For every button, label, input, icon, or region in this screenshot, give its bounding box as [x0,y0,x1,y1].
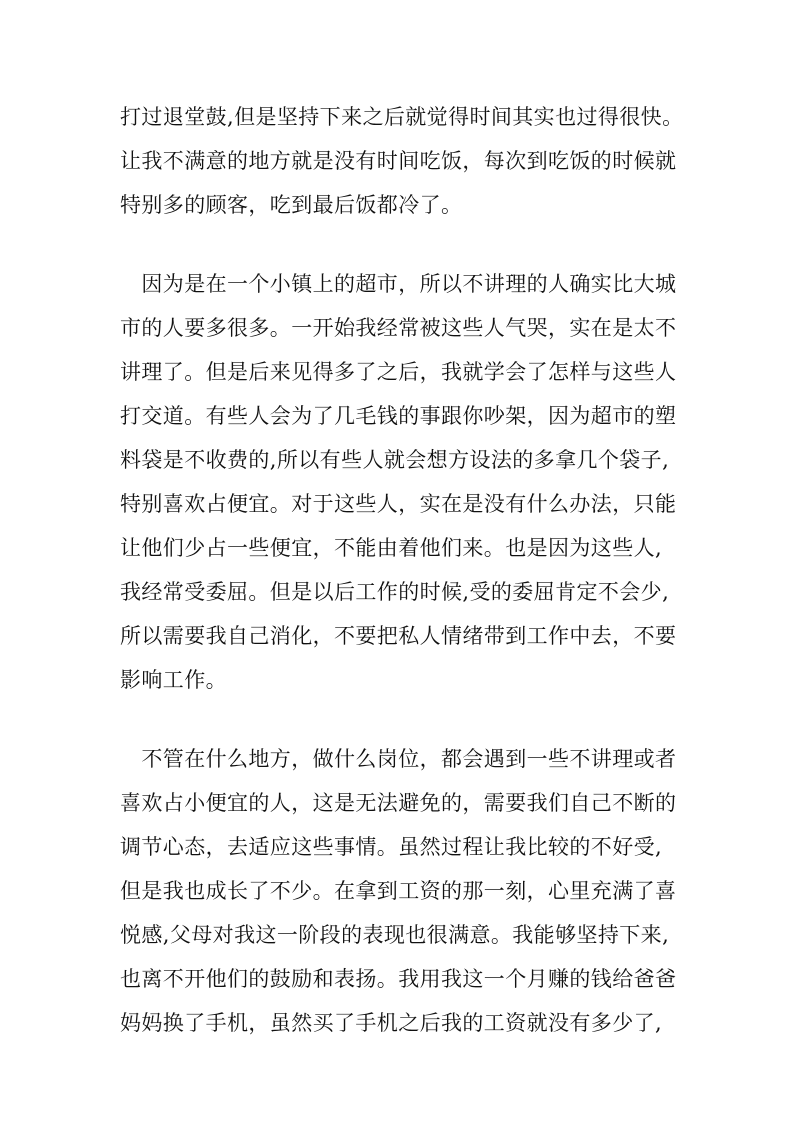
text-line: 影响工作。 [120,668,227,692]
text-line: 打交道。有些人会为了几毛钱的事跟你吵架，因为超市的塑 [120,404,677,428]
text-line: 让他们少占一些便宜，不能由着他们来。也是因为这些人, [120,536,663,560]
text-line: 特别喜欢占便宜。对于这些人，实在是没有什么办法，只能 [120,492,677,516]
text-line: 但是我也成长了不少。在拿到工资的那一刻，心里充满了喜 [120,879,677,903]
text-line: 料袋是不收费的,所以有些人就会想方设法的多拿几个袋子, [120,448,670,472]
text-line: 让我不满意的地方就是没有时间吃饭，每次到吃饭的时候就 [120,149,677,173]
text-line: 我经常受委屈。但是以后工作的时候,受的委屈肯定不会少, [120,580,670,604]
text-line: 妈妈换了手机，虽然买了手机之后我的工资就没有多少了, [120,1011,663,1035]
text-line: 所以需要我自己消化，不要把私人情绪带到工作中去，不要 [120,624,677,648]
text-line: 特别多的顾客，吃到最后饭都冷了。 [120,193,463,217]
text-line: 因为是在一个小镇上的超市，所以不讲理的人确实比大城 [120,272,677,296]
text-line: 也离不开他们的鼓励和表扬。我用我这一个月赚的钱给爸爸 [120,967,677,991]
text-line: 讲理了。但是后来见得多了之后，我就学会了怎样与这些人 [120,360,677,384]
text-line: 调节心态，去适应这些事情。虽然过程让我比较的不好受, [120,835,663,859]
text-line: 打过退堂鼓,但是坚持下来之后就觉得时间其实也过得很快。 [120,105,684,129]
text-line: 不管在什么地方，做什么岗位，都会遇到一些不讲理或者 [120,747,677,771]
text-line: 悦感,父母对我这一阶段的表现也很满意。我能够坚持下来, [120,923,670,947]
text-line: 喜欢占小便宜的人，这是无法避免的，需要我们自己不断的 [120,791,677,815]
text-line: 市的人要多很多。一开始我经常被这些人气哭，实在是太不 [120,316,677,340]
